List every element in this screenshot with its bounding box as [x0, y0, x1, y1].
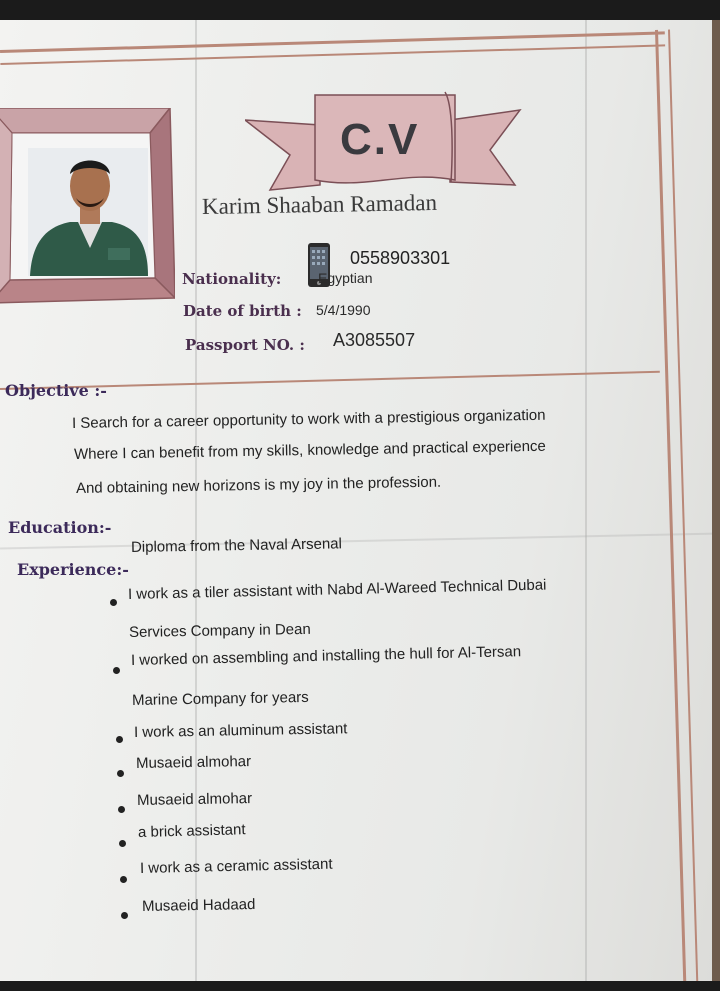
- cv-paper: [0, 20, 720, 981]
- nationality-label: Nationality:: [182, 270, 282, 288]
- experience-item: Musaeid almohar: [135, 752, 252, 772]
- page-border-top: [0, 31, 665, 65]
- cv-title: C.V: [340, 115, 420, 164]
- phone-number: 0558903301: [350, 248, 451, 268]
- bullet: [117, 770, 124, 777]
- dob-value: 5/4/1990: [316, 302, 371, 318]
- passport-label: Passport NO. :: [185, 336, 305, 354]
- experience-item: Marine Company for years: [131, 688, 309, 709]
- candidate-name: Karim Shaaban Ramadan: [201, 189, 438, 220]
- experience-item: Services Company in Dean: [128, 620, 311, 641]
- objective-heading: Objective :-: [5, 381, 107, 400]
- experience-item: I work as a ceramic assistant: [139, 855, 333, 877]
- page-border-right: [655, 30, 698, 981]
- experience-item: I work as a tiler assistant with Nabd Al-Wareed Technical Dubai: [127, 576, 547, 603]
- passport-value: A3085507: [333, 330, 416, 350]
- fold-line: [585, 20, 587, 981]
- bullet: [119, 840, 126, 847]
- experience-item: Musaeid almohar: [136, 789, 253, 809]
- photo-frame: [0, 108, 175, 308]
- background-edge: [712, 20, 720, 981]
- bullet: [118, 806, 125, 813]
- bullet: [116, 736, 123, 743]
- experience-item: a brick assistant: [137, 821, 246, 841]
- experience-item: I work as an aluminum assistant: [133, 720, 348, 741]
- nationality-value: Egyptian: [318, 270, 373, 286]
- experience-item: I worked on assembling and installing the hull for Al-Tersan: [130, 643, 522, 669]
- bullet: [110, 599, 117, 606]
- experience-heading: Experience:-: [17, 560, 129, 579]
- objective-line: And obtaining new horizons is my joy in the profession.: [75, 473, 442, 497]
- dob-label: Date of birth :: [183, 302, 302, 320]
- bullet: [113, 667, 120, 674]
- objective-line: I Search for a career opportunity to work with a prestigious organization: [71, 406, 546, 432]
- objective-line: Where I can benefit from my skills, knowledge and practical experience: [73, 437, 546, 463]
- experience-item: Musaeid Hadaad: [141, 896, 256, 915]
- bullet: [120, 876, 127, 883]
- education-heading: Education:-: [8, 518, 112, 537]
- education-text: Diploma from the Naval Arsenal: [130, 535, 343, 556]
- bullet: [121, 912, 128, 919]
- portrait-photo: [28, 148, 148, 276]
